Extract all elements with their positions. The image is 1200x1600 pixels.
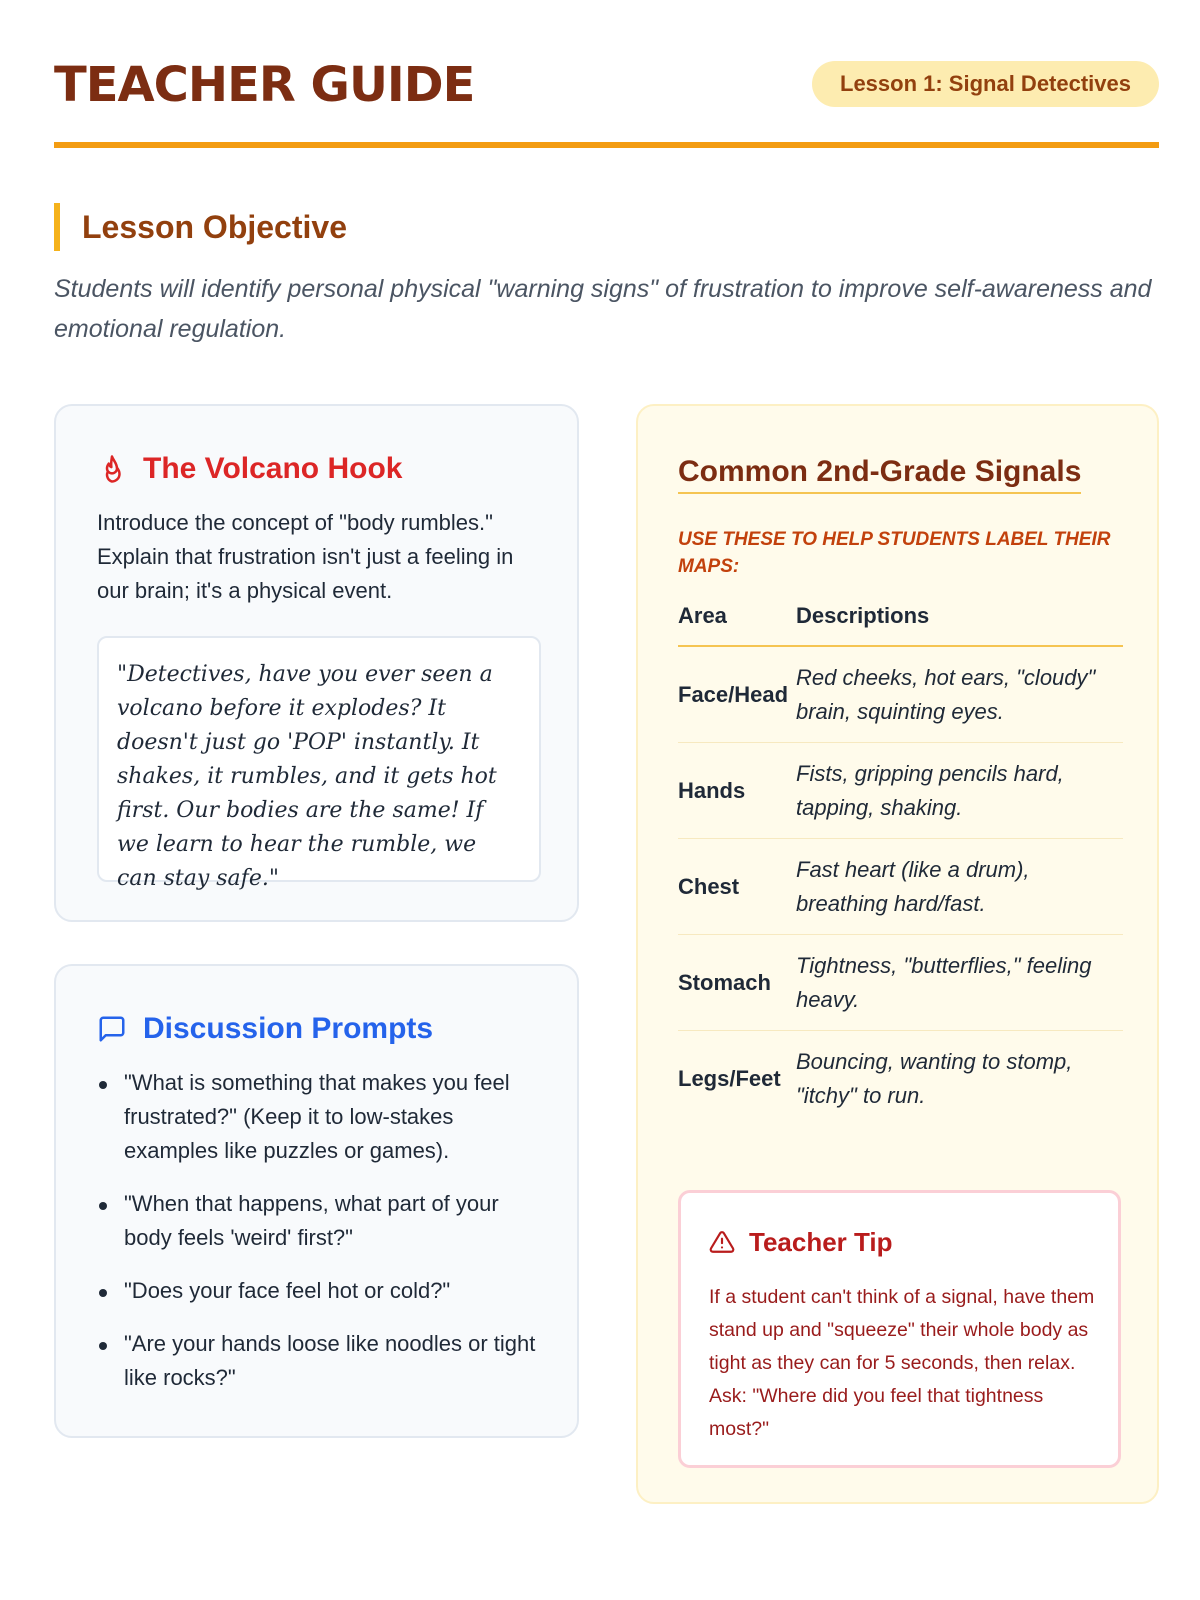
table-row bbox=[678, 935, 1123, 1031]
page-header bbox=[54, 56, 1159, 148]
objective-heading: Lesson Objective bbox=[54, 203, 347, 251]
column-header-area: Area bbox=[678, 602, 727, 628]
prompt-list bbox=[97, 1066, 547, 1414]
signals-title: Common 2nd-Grade Signals bbox=[678, 454, 1081, 494]
volcano-hook-card bbox=[54, 404, 579, 922]
teacher-tip-title bbox=[709, 1225, 893, 1259]
teacher-tip-box bbox=[678, 1190, 1121, 1468]
table-row bbox=[678, 743, 1123, 839]
row-description: Red cheeks, hot ears, "cloudy" brain, squinting eyes. bbox=[796, 664, 1096, 724]
signals-table bbox=[678, 586, 1123, 1127]
objective-text: Students will identify personal physical "warning signs" of frustration to improve self-awareness and emotional regulation. bbox=[54, 275, 1152, 343]
list-item: "Does your face feel hot or cold?" bbox=[97, 1274, 547, 1308]
row-area: Chest bbox=[678, 873, 740, 899]
row-description: Fists, gripping pencils hard, tapping, shaking. bbox=[796, 760, 1064, 820]
row-description: Fast heart (like a drum), breathing hard/fast. bbox=[796, 856, 1030, 916]
volcano-hook-title bbox=[97, 450, 402, 488]
row-area: Face/Head bbox=[678, 681, 789, 707]
row-description: Tightness, "butterflies," feeling heavy. bbox=[796, 952, 1092, 1012]
volcano-hook-title-text: The Volcano Hook bbox=[143, 452, 403, 485]
volcano-hook-intro: Introduce the concept of "body rumbles." Explain that frustration isn't just a feeling in our brain; it's a physical event. bbox=[97, 510, 514, 603]
table-row bbox=[678, 839, 1123, 935]
teacher-tip-text: If a student can't think of a signal, have them stand up and "squeeze" their whole body as tight as they can for 5 seconds, then relax. Ask: "Where did you feel that tightness most?" bbox=[709, 1286, 1095, 1440]
row-area: Stomach bbox=[678, 969, 771, 995]
volcano-hook-quote: "Detectives, have you ever seen a volcano before it explodes? It doesn't just go 'POP' instantly. It shakes, it rumbles, and it gets hot first. Our bodies are the same! If we learn to hear the rumble, we can stay safe." bbox=[97, 636, 541, 882]
lesson-badge: Lesson 1: Signal Detectives bbox=[812, 61, 1159, 107]
table-row bbox=[678, 647, 1123, 743]
teacher-tip-title-text: Teacher Tip bbox=[749, 1227, 893, 1257]
signals-note: USE THESE TO HELP STUDENTS LABEL THEIR MAPS: bbox=[678, 529, 1111, 577]
row-description: Bouncing, wanting to stomp, "itchy" to run. bbox=[796, 1049, 1073, 1108]
chat-icon bbox=[97, 1014, 127, 1044]
table-header bbox=[678, 586, 1123, 647]
signals-panel bbox=[636, 404, 1159, 1504]
discussion-prompts-title-text: Discussion Prompts bbox=[143, 1012, 434, 1045]
row-area: Hands bbox=[678, 777, 746, 803]
warning-icon bbox=[709, 1229, 735, 1255]
discussion-prompts-title bbox=[97, 1010, 433, 1048]
page-title: TEACHER GUIDE bbox=[54, 57, 475, 113]
list-item: "Are your hands loose like noodles or tight like rocks?" bbox=[97, 1327, 547, 1395]
discussion-prompts-card bbox=[54, 964, 579, 1438]
table-row bbox=[678, 1031, 1123, 1127]
row-area: Legs/Feet bbox=[678, 1066, 781, 1091]
list-item: "What is something that makes you feel frustrated?" (Keep it to low-stakes examples like puzzles or games). bbox=[97, 1066, 547, 1168]
column-header-descriptions: Descriptions bbox=[796, 602, 930, 628]
list-item: "When that happens, what part of your body feels 'weird' first?" bbox=[97, 1187, 547, 1255]
flame-icon bbox=[97, 454, 127, 484]
